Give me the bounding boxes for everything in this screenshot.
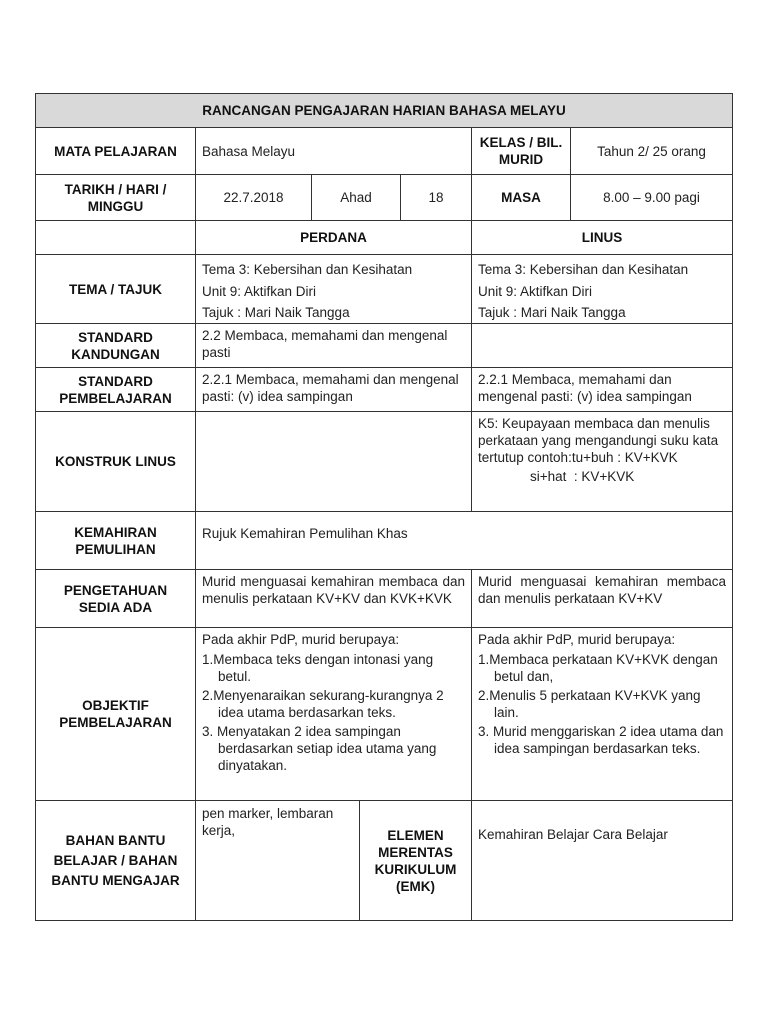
standard-pembelajaran-label: STANDARD PEMBELAJARAN	[35, 367, 196, 412]
pengetahuan-linus: Murid menguasai kemahiran membaca dan menulis perkataan KV+KV	[471, 569, 733, 628]
tarikh-week: 18	[400, 174, 472, 221]
objektif-intro: Pada akhir PdP, murid berupaya:	[202, 632, 400, 647]
objektif-item: 1.Membaca perkataan KV+KVK dengan betul dan,	[478, 652, 718, 684]
emk-label: ELEMEN MERENTAS KURIKULUM (EMK)	[359, 800, 472, 921]
objektif-perdana	[195, 627, 472, 801]
standard-kandungan-label: STANDARD KANDUNGAN	[35, 323, 196, 368]
objektif-item: 2.Menyenaraikan sekurang-kurangnya 2 idea utama berdasarkan teks.	[202, 688, 444, 720]
masa-label: MASA	[471, 174, 571, 221]
objektif-linus	[471, 627, 733, 801]
objektif-item: 1.Membaca teks dengan intonasi yang betul.	[202, 652, 434, 684]
kemahiran-pemulihan-value: Rujuk Kemahiran Pemulihan Khas	[195, 511, 733, 570]
tema-perdana-line: Tema 3: Kebersihan dan Kesihatan	[202, 262, 413, 277]
tema-perdana	[195, 254, 472, 324]
perdana-header: PERDANA	[195, 220, 472, 255]
standard-kandungan-linus	[471, 323, 733, 368]
tarikh-label: TARIKH / HARI / MINGGU	[35, 174, 196, 221]
linus-header: LINUS	[471, 220, 733, 255]
konstruk-linus-label: KONSTRUK LINUS	[35, 411, 196, 512]
mata-pelajaran-value: Bahasa Melayu	[195, 127, 472, 175]
tema-perdana-line: Tajuk : Mari Naik Tangga	[202, 305, 350, 320]
pengetahuan-label: PENGETAHUAN SEDIA ADA	[35, 569, 196, 628]
plan-title: RANCANGAN PENGAJARAN HARIAN BAHASA MELAYU	[35, 93, 733, 128]
konstruk-linus-perdana	[195, 411, 472, 512]
emk-value: Kemahiran Belajar Cara Belajar	[471, 800, 733, 921]
tema-linus-line: Tema 3: Kebersihan dan Kesihatan	[478, 262, 689, 277]
objektif-intro: Pada akhir PdP, murid berupaya:	[478, 632, 676, 647]
bahan-label: BAHAN BANTU BELAJAR / BAHAN BANTU MENGAJAR	[35, 800, 196, 921]
standard-pembelajaran-linus: 2.2.1 Membaca, memahami dan mengenal pasti: (v) idea sampingan	[471, 367, 733, 412]
konstruk-linus-linus	[471, 411, 733, 512]
bahan-value: pen marker, lembaran kerja,	[195, 800, 360, 921]
objektif-label: OBJEKTIF PEMBELAJARAN	[35, 627, 196, 801]
tema-perdana-line: Unit 9: Aktifkan Diri	[202, 283, 317, 299]
kemahiran-pemulihan-label: KEMAHIRAN PEMULIHAN	[35, 511, 196, 570]
objektif-item: 3. Menyatakan 2 idea sampingan berdasarkan setiap idea utama yang dinyatakan.	[202, 724, 437, 773]
tema-linus-line: Unit 9: Aktifkan Diri	[478, 283, 593, 299]
konstruk-linus-example: si+hat : KV+KVK	[530, 469, 635, 484]
tema-linus	[471, 254, 733, 324]
standard-pembelajaran-perdana: 2.2.1 Membaca, memahami dan mengenal pasti: (v) idea sampingan	[195, 367, 472, 412]
empty-header-cell	[35, 220, 196, 255]
standard-kandungan-perdana: 2.2 Membaca, memahami dan mengenal pasti	[195, 323, 472, 368]
kelas-value: Tahun 2/ 25 orang	[570, 127, 733, 175]
konstruk-linus-text: K5: Keupayaan membaca dan menulis perkataan yang mengandungi suku kata tertutup contoh:tu+buh : KV+KVK	[478, 416, 719, 465]
kelas-label: KELAS / BIL. MURID	[471, 127, 571, 175]
pengetahuan-perdana: Murid menguasai kemahiran membaca dan menulis perkataan KV+KV dan KVK+KVK	[195, 569, 472, 628]
objektif-item: 2.Menulis 5 perkataan KV+KVK yang lain.	[478, 688, 701, 720]
objektif-item: 3. Murid menggariskan 2 idea utama dan idea sampingan berdasarkan teks.	[478, 724, 724, 756]
tarikh-date: 22.7.2018	[195, 174, 312, 221]
masa-value: 8.00 – 9.00 pagi	[570, 174, 733, 221]
tema-label: TEMA / TAJUK	[35, 254, 196, 324]
mata-pelajaran-label: MATA PELAJARAN	[35, 127, 196, 175]
tema-linus-line: Tajuk : Mari Naik Tangga	[478, 305, 626, 320]
tarikh-day: Ahad	[311, 174, 401, 221]
